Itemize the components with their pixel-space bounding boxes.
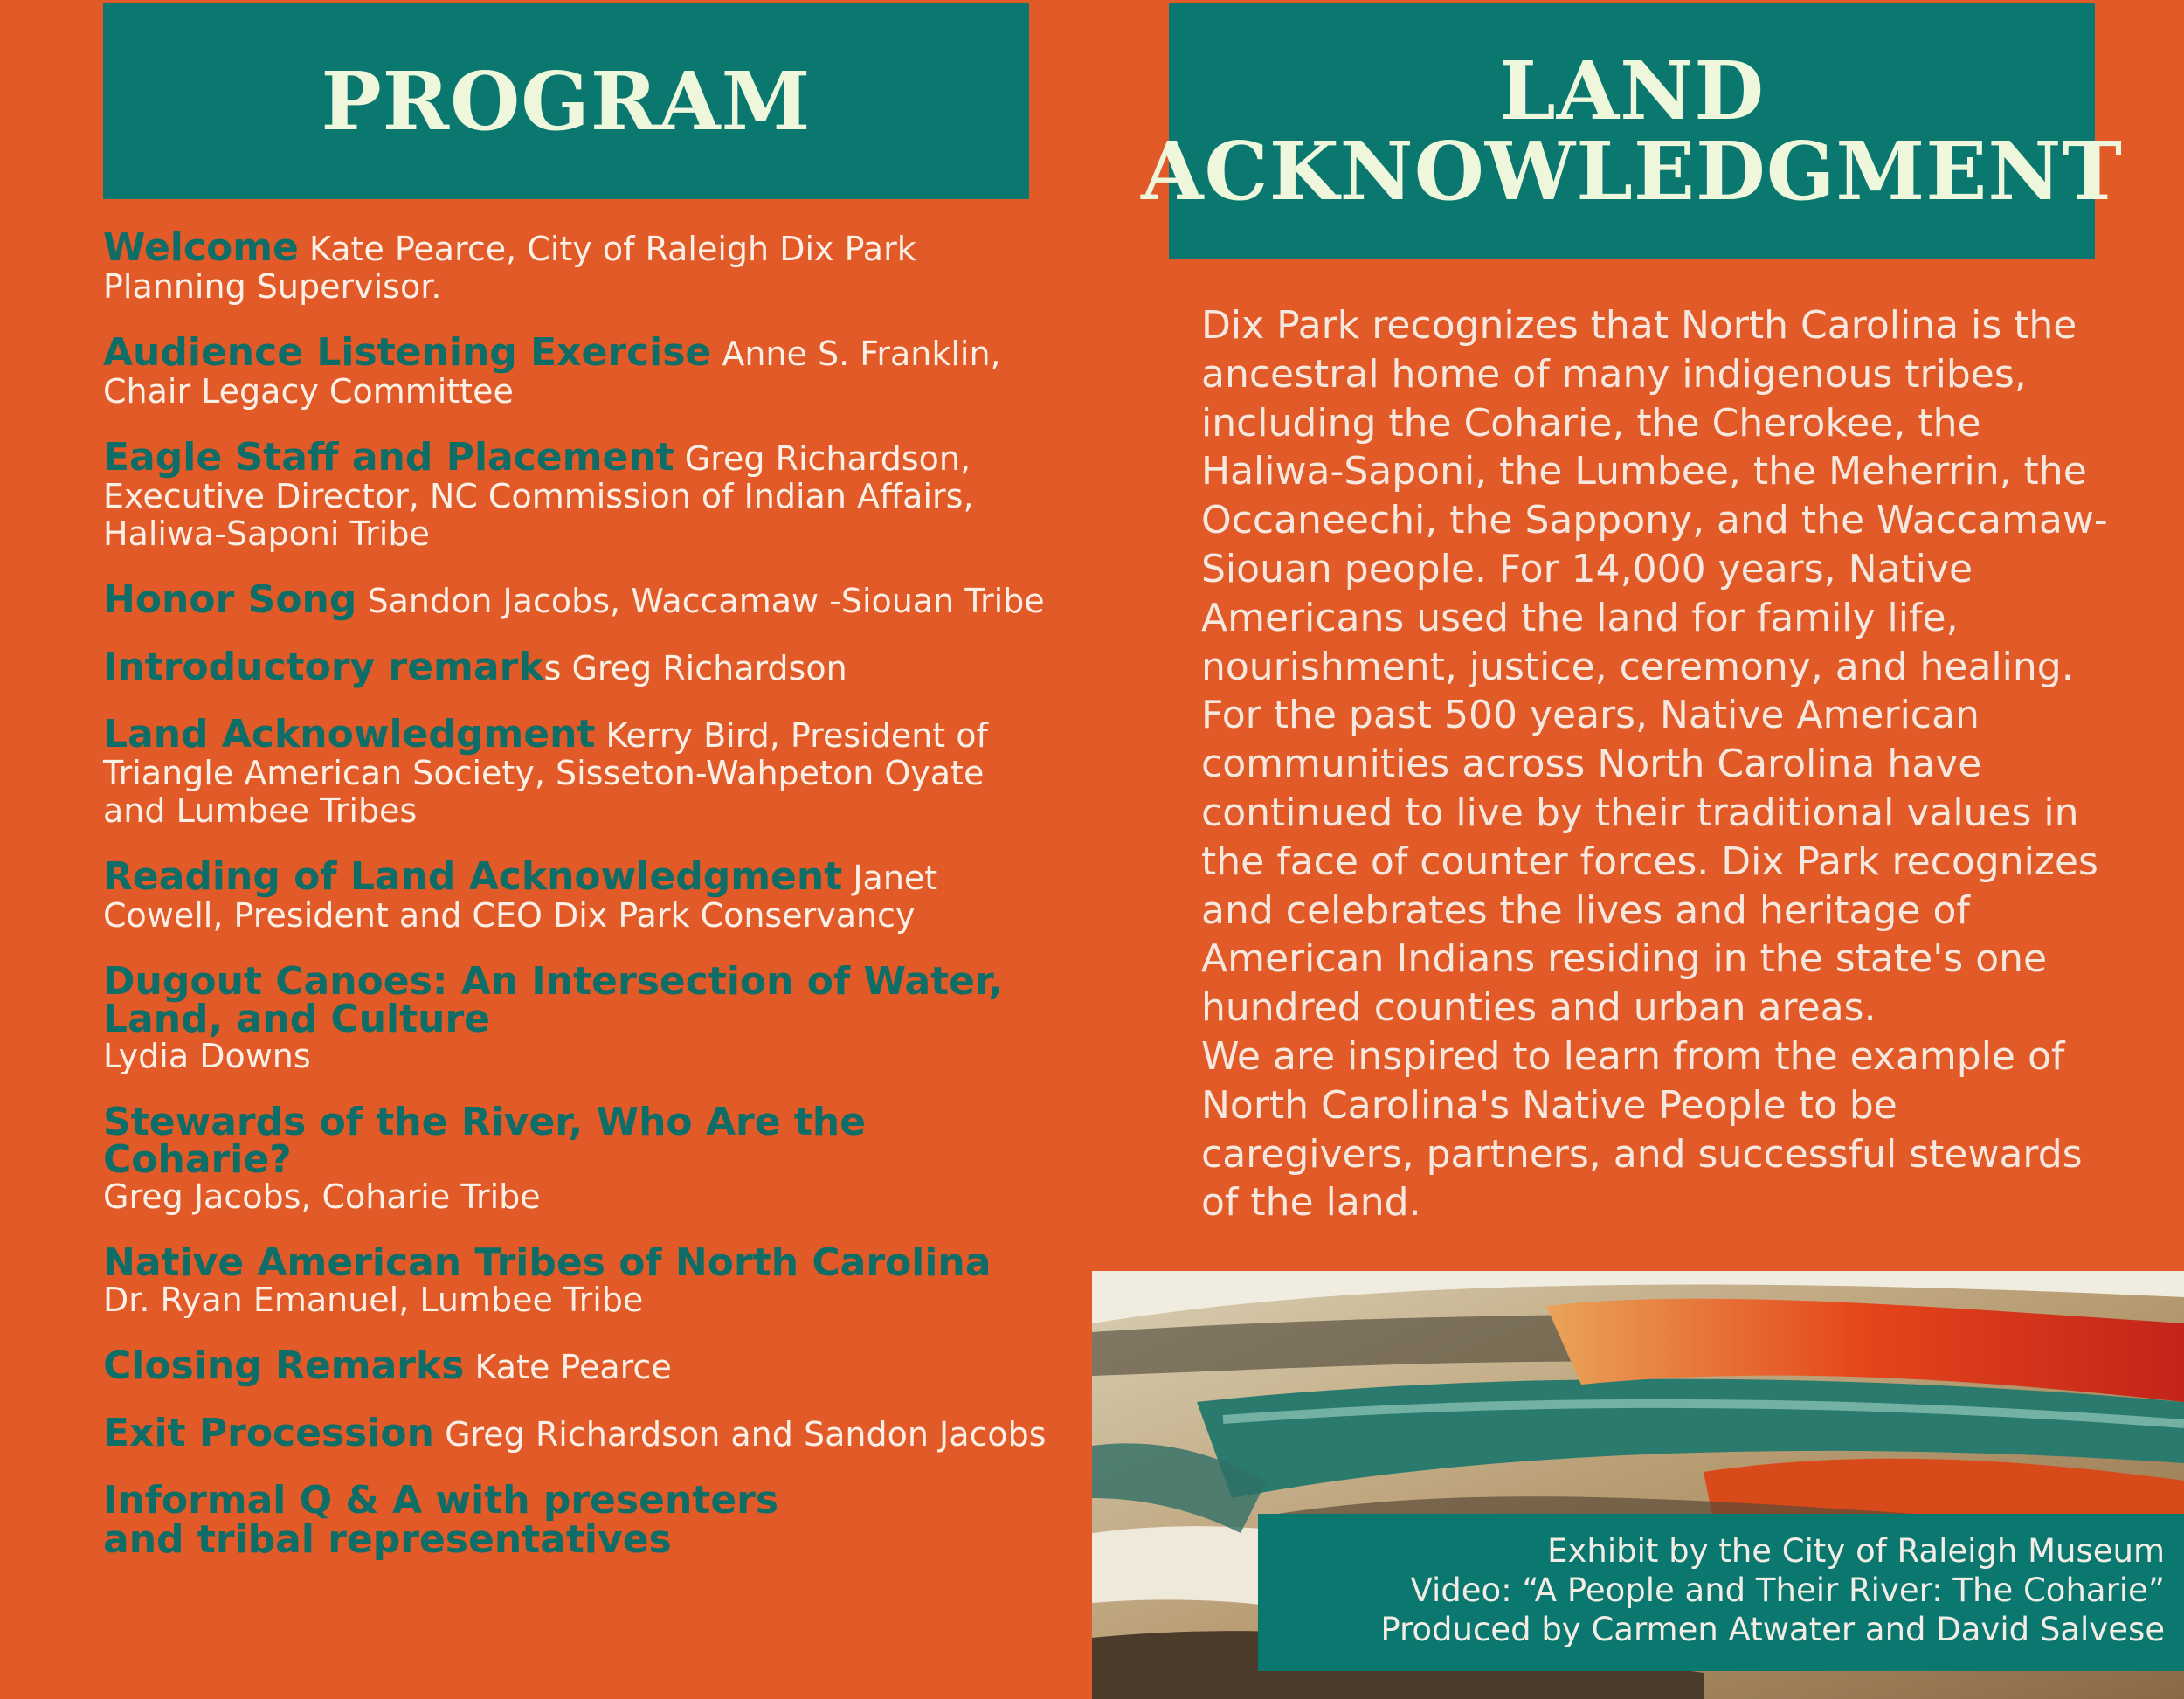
program-item-title: Reading of Land Acknowledgment <box>103 854 843 899</box>
land-paragraph-2: We are inspired to learn from the example of North Carolina's Native People to be caregivers, partners, and successful stewards of the land. <box>1201 1033 2083 1226</box>
credits-line-2: Video: “A People and Their River: The Coharie” <box>1410 1571 2165 1609</box>
program-item-detail: Lydia Downs <box>103 1037 311 1075</box>
program-item <box>103 712 1047 830</box>
program-title: PROGRAM <box>103 3 1029 199</box>
credits-line-3: Produced by Carmen Atwater and David Salvese <box>1380 1611 2165 1648</box>
program-item <box>103 1100 1047 1216</box>
program-item-title: Eagle Staff and Placement <box>103 435 674 480</box>
program-item <box>103 225 1047 306</box>
program-item-detail: Sandon Jacobs, Waccamaw -Siouan Tribe <box>356 582 1045 620</box>
land-acknowledgment-text <box>1201 301 2110 1227</box>
program-item-title: Dugout Canoes: An Intersection of Water, Land, and Culture <box>103 959 1003 1041</box>
program-item-detail: Anne S. Franklin, Chair Legacy Committee <box>103 335 1001 411</box>
program-item <box>103 435 1047 553</box>
land-acknowledgment-title <box>1141 3 2123 259</box>
program-item-title: Native American Tribes of North Carolina <box>103 1240 992 1285</box>
program-item-title: Audience Listening Exercise <box>103 330 712 375</box>
program-item-detail: Kerry Bird, President of Triangle American Society, Sisseton-Wahpeton Oyate and Lumbee Tribes <box>103 716 988 830</box>
program-item-detail: Dr. Ryan Emanuel, Lumbee Tribe <box>103 1281 644 1319</box>
program-item-detail: Janet Cowell, President and CEO Dix Park Conservancy <box>103 859 938 935</box>
program-item-detail: Greg Richardson and Sandon Jacobs <box>433 1415 1047 1454</box>
land-title-line2: ACKNOWLEDGMENT <box>1141 123 2123 218</box>
program-item-title: Closing Remarks <box>103 1343 465 1388</box>
land-paragraph-1: Dix Park recognizes that North Carolina is the ancestral home of many indigenous tribes, including the Coharie, the Cherokee, the Haliwa-Saponi, the Lumbee, the Meherrin, the Occaneechi, the Sappony, and the Waccamaw-Siouan people. For 14,000 years, Native Americans used the land for family life, nourishment, justice, ceremony, and healing. For the past 500 years, Native American communities across North Carolina have continued to live by their traditional values in the face of counter forces. Dix Park recognizes and celebrates the lives and heritage of American Indians residing in the state's one hundred counties and urban areas. <box>1201 303 2108 1031</box>
program-item <box>103 854 1047 935</box>
program-item-title: Exit Procession <box>103 1411 434 1455</box>
program-item-detail: Kate Pearce, City of Raleigh Dix Park Planning Supervisor. <box>103 230 916 306</box>
program-item-detail: s Greg Richardson <box>543 649 847 687</box>
program-item <box>103 1240 1047 1319</box>
program-item-title: Land Acknowledgment <box>103 712 596 756</box>
program-item <box>103 1411 1047 1455</box>
program-item <box>103 330 1047 411</box>
program-list <box>103 225 1047 1588</box>
program-item-title: Honor Song <box>103 577 357 622</box>
program-item-detail: Greg Richardson, Executive Director, NC Commission of Indian Affairs, Haliwa-Saponi Tribe <box>103 439 974 553</box>
program-item-detail: Kate Pearce <box>464 1348 672 1386</box>
program-item-detail: Greg Jacobs, Coharie Tribe <box>103 1178 541 1216</box>
program-item-title: Introductory remark <box>103 645 544 689</box>
program-item <box>103 1343 1047 1388</box>
program-item-title: Stewards of the River, Who Are the Coharie? <box>103 1100 867 1182</box>
credits-line-1: Exhibit by the City of Raleigh Museum <box>1547 1532 2165 1570</box>
program-item <box>103 645 1047 689</box>
program-item-title: Welcome <box>103 225 299 270</box>
program-item <box>103 1478 802 1562</box>
program-item <box>103 577 1047 622</box>
land-title-line1: LAND <box>1499 43 1765 138</box>
program-item-title: Informal Q & A with presenters and tribal representatives <box>103 1478 779 1562</box>
exhibit-credits <box>1258 1514 2184 1671</box>
program-item <box>103 959 1047 1075</box>
